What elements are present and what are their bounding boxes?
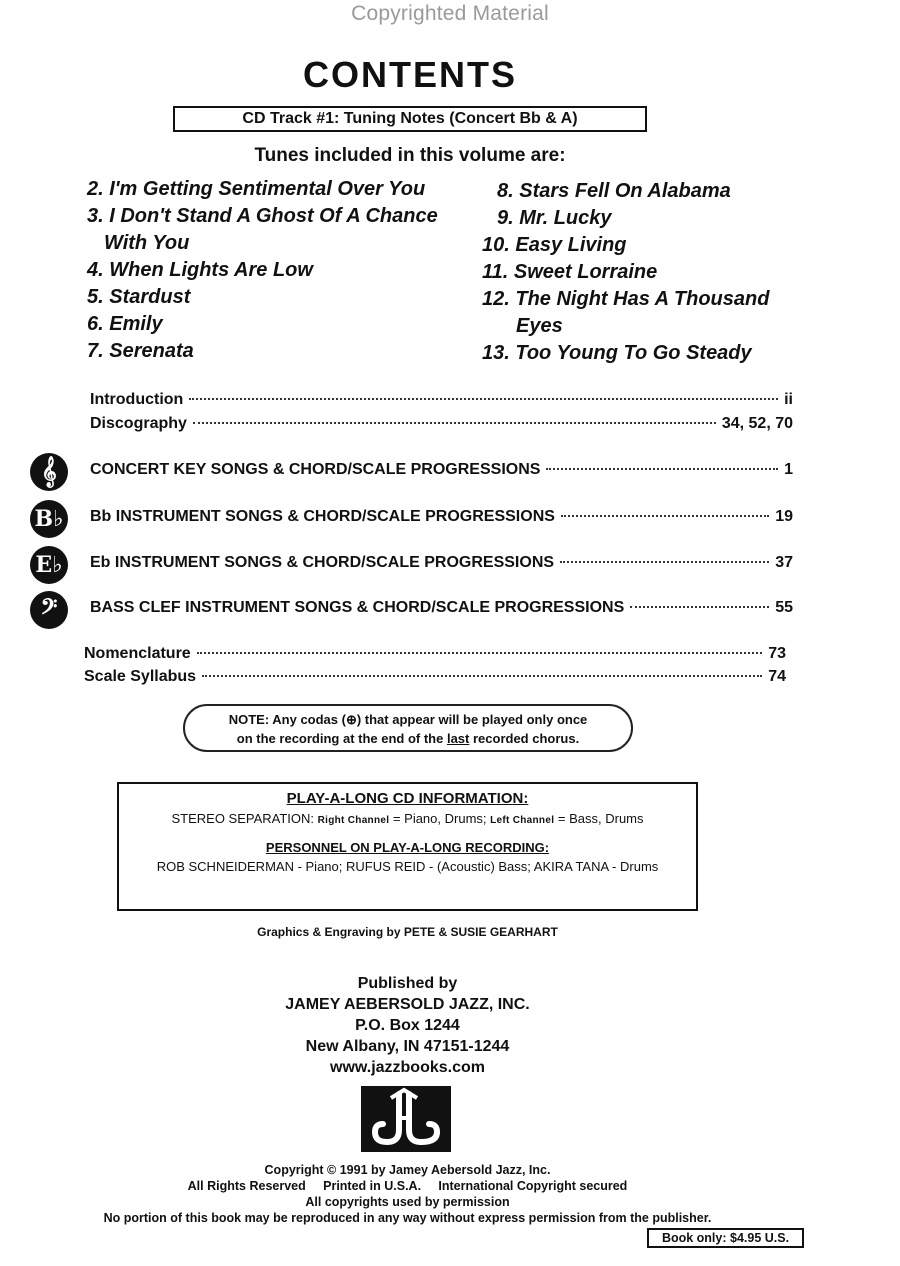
publisher-line: New Albany, IN 47151-1244	[305, 1038, 510, 1055]
tunes-heading: Tunes included in this volume are:	[254, 145, 566, 166]
b-flat-icon: B♭	[30, 500, 68, 538]
publisher-line: www.jazzbooks.com	[330, 1059, 485, 1076]
publisher-block	[0, 973, 815, 1078]
note-text: on the recording at the end of the	[236, 731, 447, 746]
note-text: recorded chorus.	[469, 731, 580, 746]
tune-item: 3. I Don't Stand A Ghost Of A Chance	[87, 205, 438, 227]
bass-clef-icon: 𝄢	[30, 591, 68, 629]
toc-leader	[189, 398, 778, 400]
stereo-separation	[119, 811, 696, 826]
price-box: Book only: $4.95 U.S.	[647, 1228, 804, 1248]
tune-item: 11. Sweet Lorraine	[482, 261, 658, 283]
toc-leader	[561, 515, 769, 517]
tune-item: 7. Serenata	[87, 340, 194, 362]
toc-leader	[560, 561, 769, 563]
toc-row-eb-instrument	[90, 554, 793, 572]
toc-label: CONCERT KEY SONGS & CHORD/SCALE PROGRESSIONS	[90, 461, 541, 478]
right-channel-desc: = Piano, Drums;	[389, 811, 491, 826]
right-channel-label: Right Channel	[317, 815, 390, 826]
page-title: CONTENTS	[303, 54, 517, 95]
left-channel-label: Left Channel	[490, 815, 555, 826]
publisher-line: P.O. Box 1244	[355, 1017, 460, 1034]
tune-item: 8. Stars Fell On Alabama	[497, 180, 731, 202]
toc-leader	[546, 468, 778, 470]
toc-row-bass-clef	[90, 599, 793, 617]
stereo-label: STEREO SEPARATION:	[171, 811, 318, 826]
copyright-watermark: Copyrighted Material	[351, 2, 549, 25]
personnel-heading: PERSONNEL ON PLAY-A-LONG RECORDING:	[265, 840, 550, 855]
toc-label: Bb INSTRUMENT SONGS & CHORD/SCALE PROGRESSIONS	[90, 508, 555, 525]
toc-row-introduction	[90, 391, 793, 409]
cd-info-box	[117, 782, 698, 911]
publisher-line: JAMEY AEBERSOLD JAZZ, INC.	[285, 996, 530, 1013]
tune-item: 4. When Lights Are Low	[87, 259, 313, 281]
copyright-line: Copyright © 1991 by Jamey Aebersold Jazz, Inc.	[264, 1163, 551, 1177]
cd-track-box: CD Track #1: Tuning Notes (Concert Bb & A)	[173, 106, 647, 132]
tune-item: 10. Easy Living	[482, 234, 627, 256]
coda-note	[183, 704, 633, 752]
toc-leader	[197, 652, 763, 654]
note-line-1: NOTE: Any codas (⊕) that appear will be played only once	[228, 712, 588, 727]
toc-label: Nomenclature	[84, 645, 191, 662]
left-channel-desc: = Bass, Drums	[554, 811, 644, 826]
note-underlined: last	[446, 731, 470, 746]
tune-item: With You	[104, 232, 190, 254]
treble-clef-icon: 𝄞	[30, 453, 68, 491]
tune-item: 5. Stardust	[87, 286, 191, 308]
tune-item: 2. I'm Getting Sentimental Over You	[87, 178, 426, 200]
ja-logo-icon	[361, 1086, 451, 1152]
toc-row-nomenclature	[84, 645, 786, 663]
tune-item: 13. Too Young To Go Steady	[482, 342, 752, 364]
toc-page: 34, 52, 70	[721, 415, 793, 432]
toc-page: 1	[784, 461, 793, 478]
toc-label: Scale Syllabus	[84, 668, 197, 685]
cd-info-heading: PLAY-A-LONG CD INFORMATION:	[286, 790, 529, 807]
e-flat-icon: E♭	[30, 546, 68, 584]
tune-item: Eyes	[516, 315, 563, 337]
toc-page: 73	[768, 645, 786, 662]
toc-row-scale-syllabus	[84, 668, 786, 686]
toc-row-discography	[90, 415, 793, 433]
graphics-credit: Graphics & Engraving by PETE & SUSIE GEARHART	[257, 925, 558, 939]
copyright-line: No portion of this book may be reproduced in any way without express permission from the publisher.	[103, 1211, 712, 1225]
publisher-logo	[361, 1086, 451, 1152]
toc-leader	[630, 606, 769, 608]
toc-label: BASS CLEF INSTRUMENT SONGS & CHORD/SCALE PROGRESSIONS	[90, 599, 625, 616]
toc-page: 74	[768, 668, 786, 685]
tune-item: 9. Mr. Lucky	[497, 207, 612, 229]
tune-item: 12. The Night Has A Thousand	[482, 288, 770, 310]
toc-page: ii	[784, 391, 793, 408]
toc-leader	[193, 422, 716, 424]
personnel-list: ROB SCHNEIDERMAN - Piano; RUFUS REID - (Acoustic) Bass; AKIRA TANA - Drums	[156, 859, 659, 874]
toc-leader	[202, 675, 762, 677]
toc-page: 19	[775, 508, 793, 525]
toc-label: Introduction	[90, 391, 184, 408]
tune-item: 6. Emily	[87, 313, 163, 335]
note-line-2	[185, 729, 631, 748]
toc-label: Discography	[90, 415, 187, 432]
toc-row-concert-key	[90, 461, 793, 479]
publisher-line: Published by	[357, 975, 458, 992]
toc-page: 37	[775, 554, 793, 571]
copyright-line: All Rights Reserved Printed in U.S.A. International Copyright secured	[187, 1179, 628, 1193]
copyright-line: All copyrights used by permission	[305, 1195, 510, 1209]
toc-label: Eb INSTRUMENT SONGS & CHORD/SCALE PROGRESSIONS	[90, 554, 555, 571]
toc-row-bb-instrument	[90, 508, 793, 526]
toc-page: 55	[775, 599, 793, 616]
